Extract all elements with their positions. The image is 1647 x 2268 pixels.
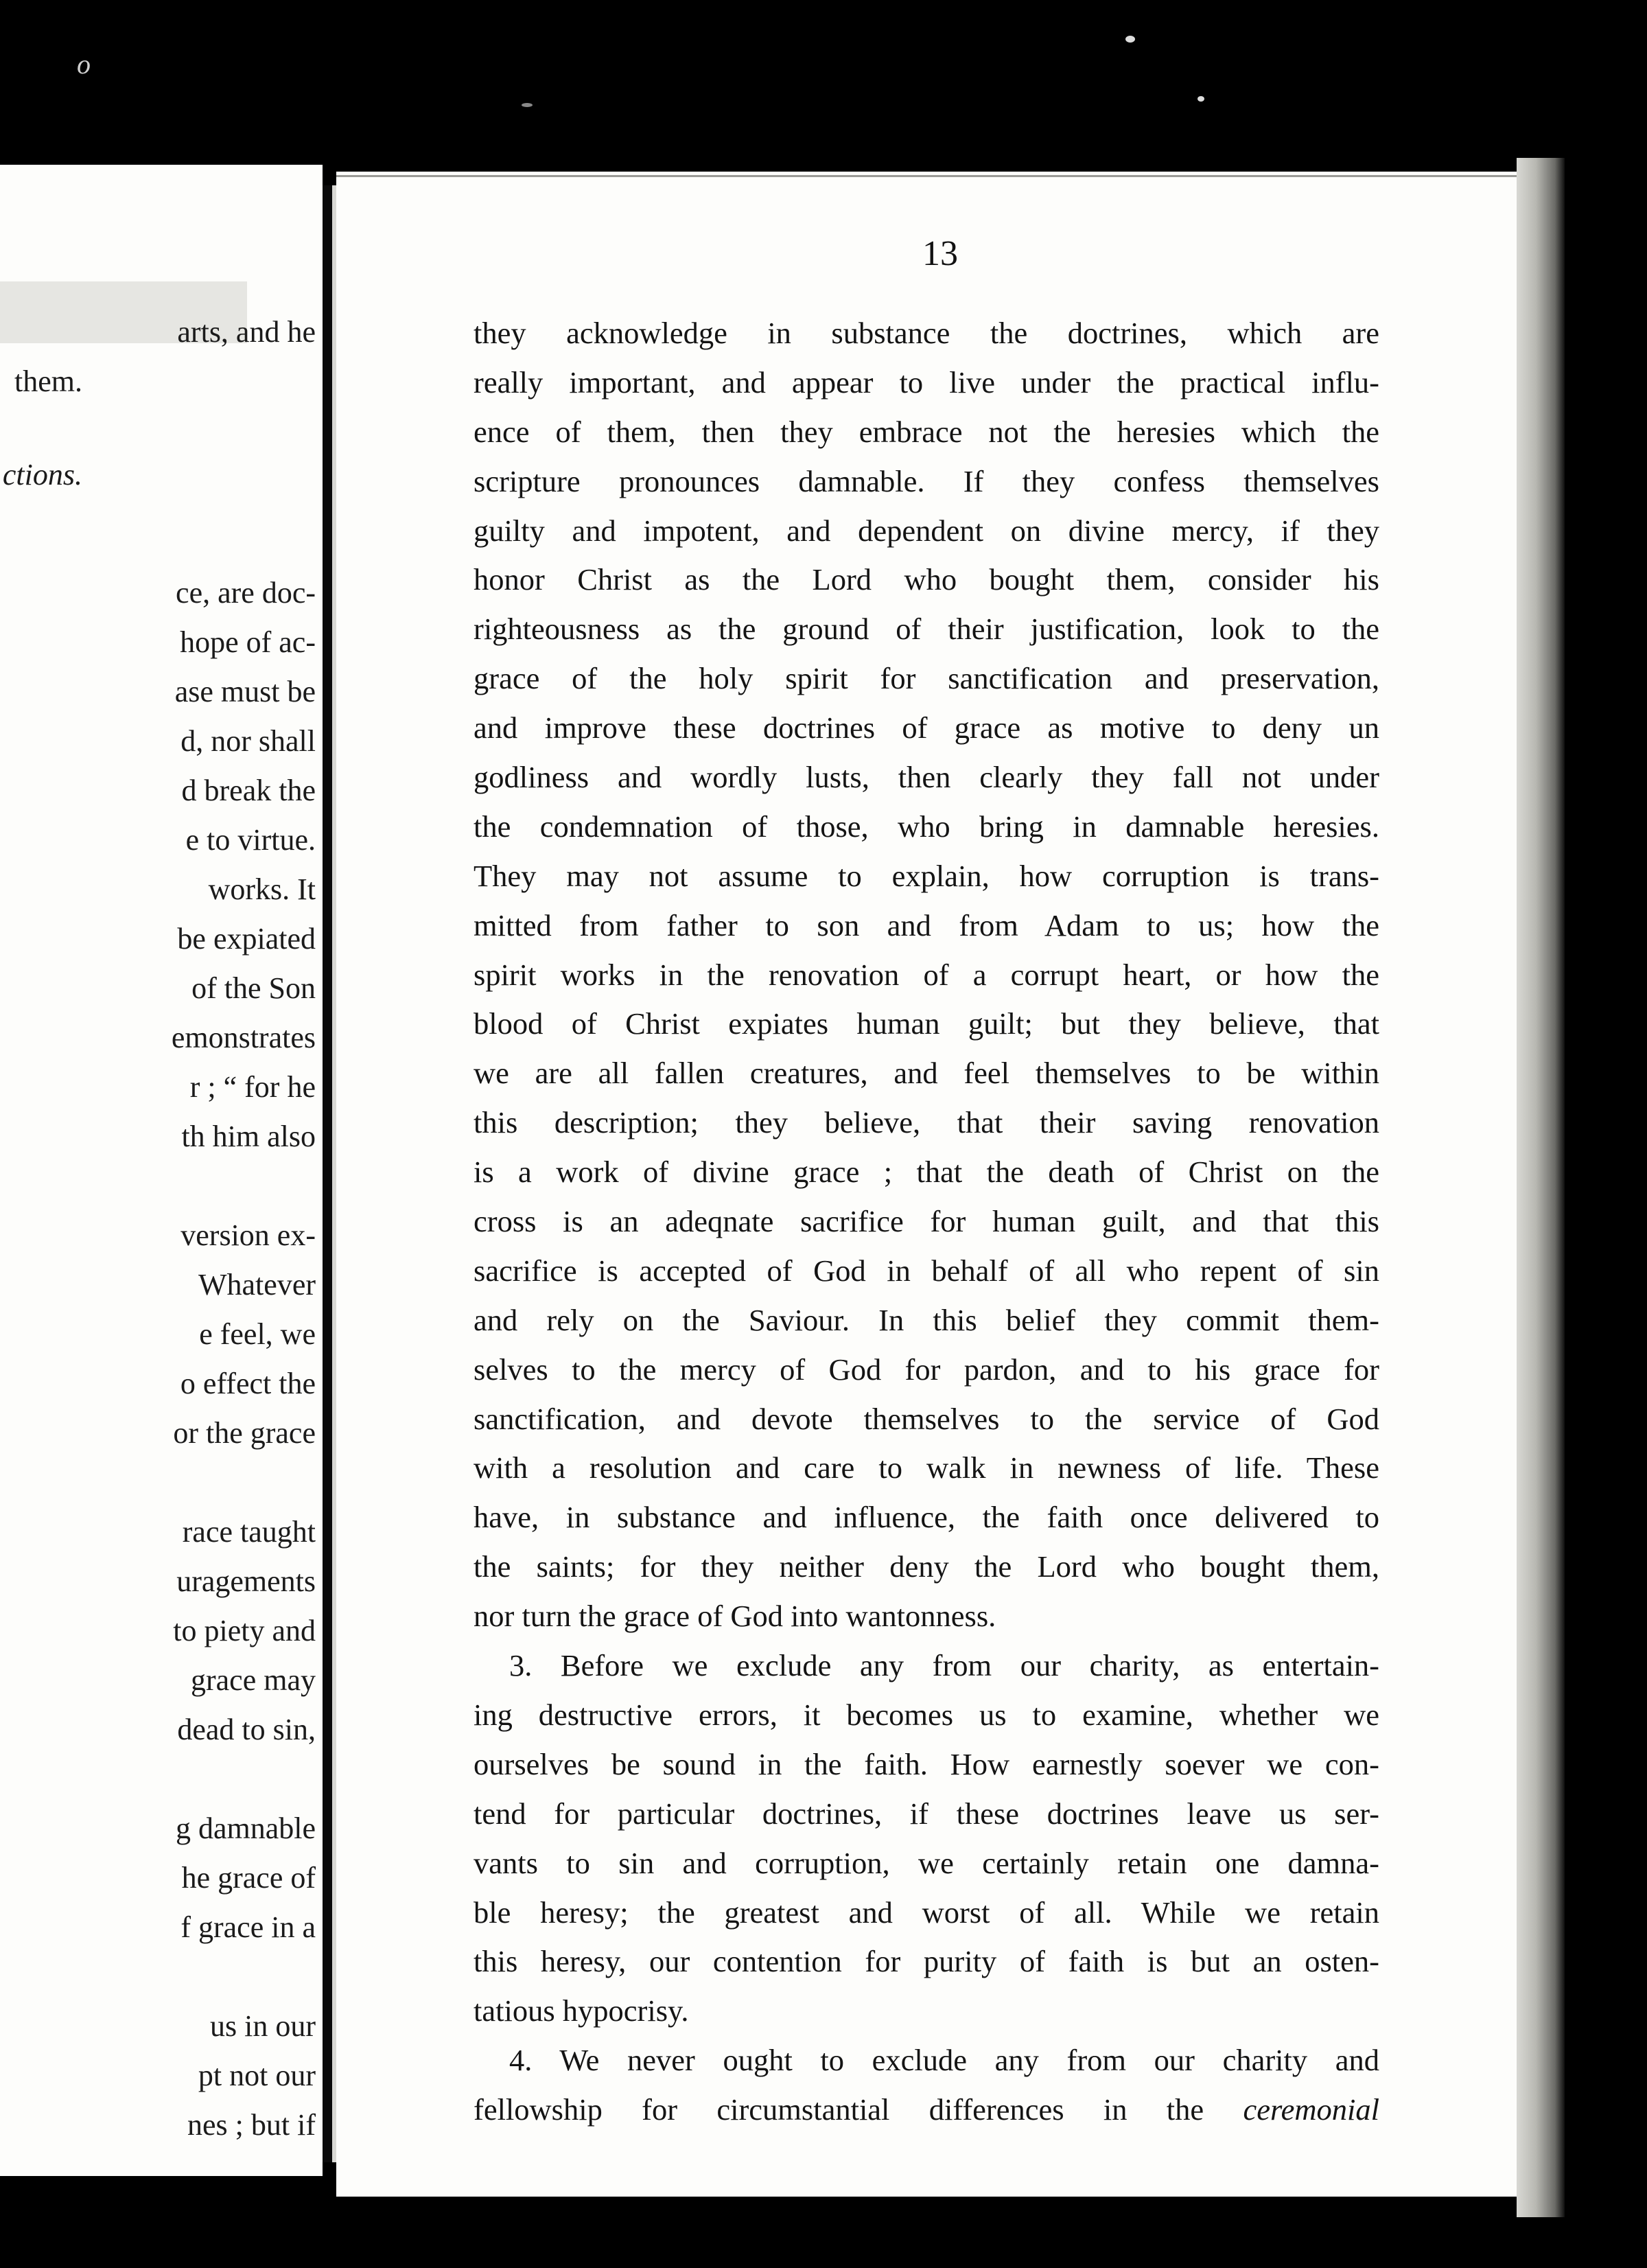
text-line: blood of Christ expiates human guilt; but they believe, that: [474, 1006, 1379, 1041]
left-fragment: hope of ac-: [180, 625, 316, 659]
scan-speck: [1125, 36, 1135, 43]
left-fragment: d break the: [181, 774, 316, 807]
text-line: sacrifice is accepted of God in behalf of all who repent of sin: [474, 1253, 1379, 1288]
text-line: nor turn the grace of God into wantonness.: [474, 1599, 996, 1634]
text-line: the saints; for they neither deny the Lord who bought them,: [474, 1549, 1379, 1584]
left-fragment: ctions.: [2, 458, 82, 491]
text-line: guilty and impotent, and dependent on divine mercy, if they: [474, 513, 1379, 548]
left-fragment: of the Son: [191, 971, 316, 1005]
text-line: sanctification, and devote themselves to the service of God: [474, 1401, 1379, 1436]
left-fragment: arts, and he: [177, 315, 316, 349]
left-fragment: he grace of: [181, 1861, 316, 1895]
left-fragment: e to virtue.: [185, 823, 316, 857]
left-fragment: f grace in a: [180, 1910, 316, 1944]
text-line: ence of them, then they embrace not the heresies which the: [474, 414, 1379, 449]
text-line: cross is an adeqnate sacrifice for human guilt, and that this: [474, 1204, 1379, 1239]
left-fragment: emonstrates: [171, 1021, 316, 1054]
text-line: mitted from father to son and from Adam to us; how the: [474, 907, 1379, 942]
left-fragment: Whatever: [198, 1268, 316, 1301]
left-fragment: ce, are doc-: [176, 576, 316, 610]
corner-mark: o: [77, 49, 91, 80]
text-line: honor Christ as the Lord who bought them, consider his: [474, 562, 1379, 597]
text-line-last-roman: fellowship for circumstantial differences in the: [474, 2092, 1204, 2127]
left-fragment: o effect the: [180, 1367, 316, 1400]
left-fragment: or the grace: [173, 1416, 316, 1450]
left-fragment: race taught: [182, 1515, 316, 1549]
book-gutter: [323, 185, 332, 2162]
text-line: the condemnation of those, who bring in damnable heresies.: [474, 809, 1379, 844]
left-fragment: ase must be: [174, 675, 316, 708]
left-fragment: uragements: [176, 1564, 316, 1598]
text-line: we are all fallen creatures, and feel themselves to be within: [474, 1056, 1379, 1091]
text-line: vants to sin and corruption, we certainly retain one damna-: [474, 1845, 1379, 1880]
text-line: this heresy, our contention for purity of faith is but an osten-: [474, 1944, 1379, 1979]
text-line: with a resolution and care to walk in newness of life. These: [474, 1450, 1379, 1485]
text-line: righteousness as the ground of their justification, look to the: [474, 612, 1379, 647]
text-line: 4. We never ought to exclude any from our charity and: [509, 2043, 1379, 2078]
text-line: have, in substance and influence, the faith once delivered to: [474, 1500, 1379, 1535]
text-line: tend for particular doctrines, if these doctrines leave us ser-: [474, 1796, 1379, 1831]
left-fragment: dead to sin,: [177, 1713, 316, 1746]
page-stack-edge: [1517, 158, 1565, 2217]
page-number: 13: [922, 234, 958, 273]
text-line: and rely on the Saviour. In this belief they commit them-: [474, 1302, 1379, 1337]
left-page-text-fragments: [0, 165, 323, 2176]
page-top-edge: [336, 175, 1517, 177]
left-fragment: them.: [14, 364, 82, 398]
text-line: really important, and appear to live under the practical influ-: [474, 364, 1379, 400]
text-line: spirit works in the renovation of a corrupt heart, or how the: [474, 957, 1379, 992]
text-line: ourselves be sound in the faith. How earnestly soever we con-: [474, 1746, 1379, 1781]
left-fragment: works. It: [208, 872, 316, 906]
text-line: ing destructive errors, it becomes us to examine, whether we: [474, 1697, 1379, 1732]
text-line: tatious hypocrisy.: [474, 1993, 689, 2028]
left-fragment: pt not our: [198, 2059, 316, 2092]
left-fragment: grace may: [191, 1663, 316, 1697]
italic-word: ceremonial: [1243, 2092, 1379, 2127]
scan-speck: [522, 103, 533, 107]
text-line: is a work of divine grace ; that the death of Christ on the: [474, 1155, 1379, 1190]
text-line: They may not assume to explain, how corruption is trans-: [474, 858, 1379, 893]
text-line-last: [474, 2085, 1379, 2135]
left-fragment: r ; “ for he: [189, 1070, 316, 1104]
left-fragment: us in our: [210, 2009, 316, 2043]
left-fragment: d, nor shall: [180, 724, 316, 758]
left-fragment: g damnable: [175, 1812, 316, 1845]
left-page: [0, 165, 323, 2176]
left-fragment: nes ; but if: [187, 2108, 316, 2142]
scan-speck: [1198, 96, 1204, 102]
text-line: selves to the mercy of God for pardon, and to his grace for: [474, 1352, 1379, 1387]
text-line: this description; they believe, that their saving renovation: [474, 1105, 1379, 1140]
left-fragment: e feel, we: [199, 1317, 316, 1351]
text-line: grace of the holy spirit for sanctification and preservation,: [474, 661, 1379, 696]
text-line: they acknowledge in substance the doctrines, which are: [474, 316, 1379, 350]
text-line: godliness and wordly lusts, then clearly they fall not under: [474, 760, 1379, 795]
left-fragment: be expiated: [177, 922, 316, 956]
left-fragment: th him also: [181, 1120, 316, 1153]
left-fragment: version ex-: [180, 1218, 316, 1252]
body-text: [474, 309, 1379, 2135]
text-line: ble heresy; the greatest and worst of all. While we retain: [474, 1895, 1379, 1930]
left-fragment: to piety and: [173, 1614, 316, 1647]
text-line: and improve these doctrines of grace as motive to deny un: [474, 710, 1379, 745]
text-line: 3. Before we exclude any from our charity, as entertain-: [509, 1648, 1379, 1683]
text-line: scripture pronounces damnable. If they confess themselves: [474, 463, 1379, 498]
